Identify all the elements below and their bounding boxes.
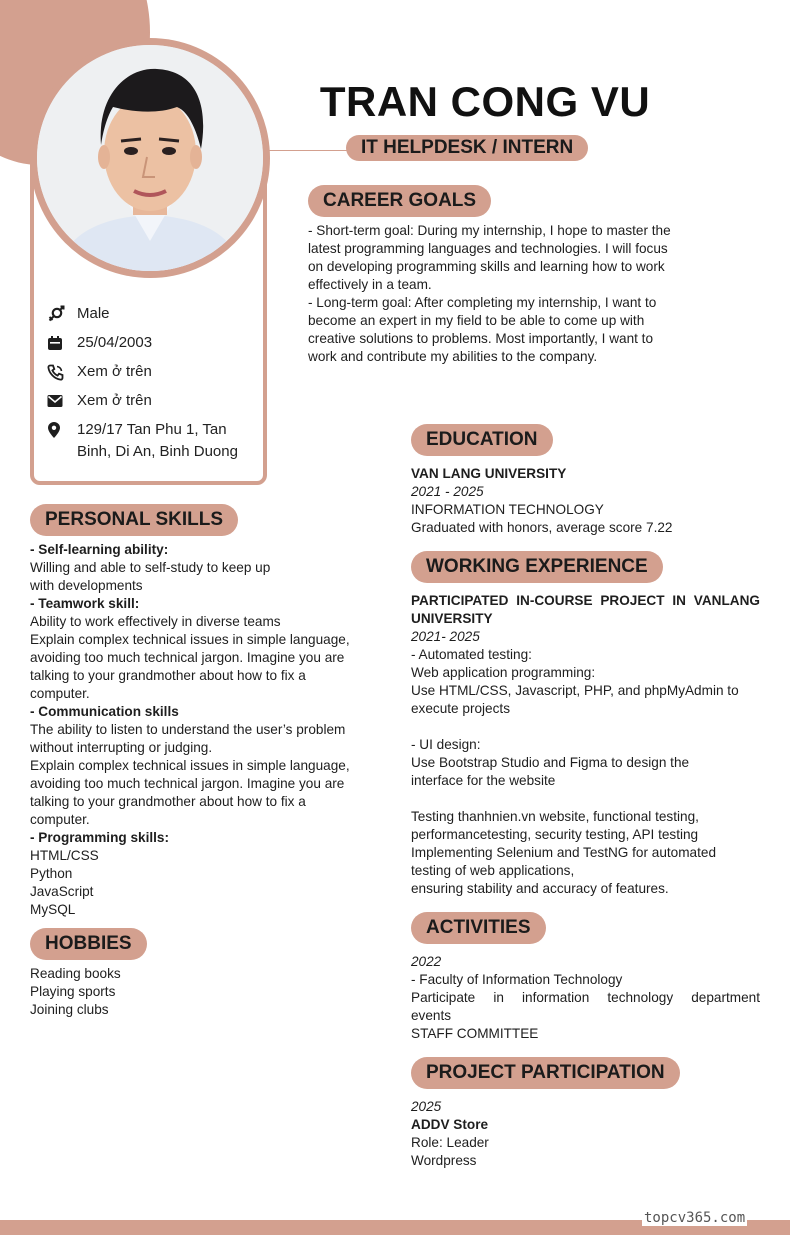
address-line-2: Binh, Di An, Binh Duong xyxy=(77,443,238,460)
skill-title: - Teamwork skill: xyxy=(30,596,140,611)
project-participation-text xyxy=(411,1098,760,1170)
skill-line: Explain complex technical issues in simple language, xyxy=(30,632,350,647)
education-text xyxy=(411,465,761,537)
gender-value: Male xyxy=(77,305,110,322)
experience-line: Use Bootstrap Studio and Figma to design the xyxy=(411,755,690,770)
email-row xyxy=(47,390,257,412)
career-goals-line: creative solutions to problems. Most importantly, I want to xyxy=(308,331,654,346)
experience-line: performancetesting, security testing, API testing xyxy=(411,827,699,842)
address-row xyxy=(47,419,257,463)
experience-text xyxy=(411,592,760,898)
skill-line: Willing and able to self-study to keep up xyxy=(30,560,271,575)
skill-line: talking to your grandmother about how to fix a xyxy=(30,668,306,683)
skill-title: - Communication skills xyxy=(30,704,179,719)
birthday-value: 25/04/2003 xyxy=(77,334,153,351)
project-name: ADDV Store xyxy=(411,1117,489,1132)
email-icon xyxy=(47,390,77,412)
skill-line: Ability to work effectively in diverse teams xyxy=(30,614,281,629)
skill-title: - Self-learning ability: xyxy=(30,542,169,557)
activities-heading: ACTIVITIES xyxy=(411,912,546,944)
experience-period: 2021- 2025 xyxy=(411,629,480,644)
hobbies-heading: HOBBIES xyxy=(30,928,147,960)
activities-year: 2022 xyxy=(411,954,442,969)
experience-line: interface for the website xyxy=(411,773,556,788)
skill-line: JavaScript xyxy=(30,884,94,899)
phone-value: Xem ở trên xyxy=(77,363,152,380)
watermark: topcv365.com xyxy=(644,1210,746,1226)
activities-line: events xyxy=(411,1008,452,1023)
project-tech: Wordpress xyxy=(411,1153,477,1168)
phone-row xyxy=(47,361,257,383)
job-title-badge: IT HELPDESK / INTERN xyxy=(346,135,588,161)
activities-line: - Faculty of Information Technology xyxy=(411,972,623,987)
hobbies-text xyxy=(30,965,330,1019)
gender-icon xyxy=(47,303,77,325)
experience-line: ensuring stability and accuracy of features. xyxy=(411,881,669,896)
experience-line: - UI design: xyxy=(411,737,481,752)
hobby-item: Reading books xyxy=(30,966,121,981)
career-goals-text xyxy=(308,222,698,366)
education-major: INFORMATION TECHNOLOGY xyxy=(411,502,604,517)
skill-line: HTML/CSS xyxy=(30,848,99,863)
career-goals-line: - Long-term goal: After completing my internship, I want to xyxy=(308,295,657,310)
skill-line: with developments xyxy=(30,578,143,593)
experience-project: UNIVERSITY xyxy=(411,611,493,626)
experience-line: Web application programming: xyxy=(411,665,596,680)
skill-title: - Programming skills: xyxy=(30,830,169,845)
career-goals-line: on developing programming skills and learning how to work xyxy=(308,259,665,274)
avatar xyxy=(37,45,263,271)
education-heading: EDUCATION xyxy=(411,424,553,456)
email-value: Xem ở trên xyxy=(77,392,152,409)
skill-line: computer. xyxy=(30,812,90,827)
candidate-name: TRAN CONG VU xyxy=(319,78,651,125)
personal-skills-text xyxy=(30,541,375,919)
project-participation-heading: PROJECT PARTICIPATION xyxy=(411,1057,680,1089)
birthday-row xyxy=(47,332,257,354)
activities-text xyxy=(411,953,760,1043)
skill-line: Explain complex technical issues in simple language, xyxy=(30,758,350,773)
career-goals-line: become an expert in my field to be able to come up with xyxy=(308,313,645,328)
education-period: 2021 - 2025 xyxy=(411,484,484,499)
experience-line: Testing thanhnien.vn website, functional testing, xyxy=(411,809,699,824)
career-goals-line: effectively in a team. xyxy=(308,277,432,292)
skill-line: talking to your grandmother about how to fix a xyxy=(30,794,306,809)
activities-line: STAFF COMMITTEE xyxy=(411,1026,539,1041)
education-note: Graduated with honors, average score 7.22 xyxy=(411,520,673,535)
project-year: 2025 xyxy=(411,1099,442,1114)
title-connector-line xyxy=(268,150,348,151)
phone-icon xyxy=(47,361,77,383)
hobby-item: Playing sports xyxy=(30,984,116,999)
skill-line: avoiding too much technical jargon. Imagine you are xyxy=(30,650,345,665)
address-value xyxy=(77,419,238,463)
experience-line: testing of web applications, xyxy=(411,863,575,878)
project-role: Role: Leader xyxy=(411,1135,489,1150)
spacer xyxy=(411,718,760,736)
address-line-1: 129/17 Tan Phu 1, Tan xyxy=(77,421,227,438)
spacer xyxy=(411,790,760,808)
skill-line: The ability to listen to understand the user’s problem xyxy=(30,722,346,737)
hobby-item: Joining clubs xyxy=(30,1002,109,1017)
career-goals-line: work and contribute my abilities to the company. xyxy=(308,349,598,364)
gender-row xyxy=(47,303,257,325)
career-goals-line: - Short-term goal: During my internship, I hope to master the xyxy=(308,223,671,238)
experience-line: - Automated testing: xyxy=(411,647,532,662)
skill-line: without interrupting or judging. xyxy=(30,740,213,755)
skill-line: Python xyxy=(30,866,73,881)
experience-line: execute projects xyxy=(411,701,510,716)
skill-line: MySQL xyxy=(30,902,76,917)
experience-heading: WORKING EXPERIENCE xyxy=(411,551,663,583)
skill-line: computer. xyxy=(30,686,90,701)
experience-line: Implementing Selenium and TestNG for automated xyxy=(411,845,717,860)
education-school: VAN LANG UNIVERSITY xyxy=(411,466,567,481)
experience-project: PARTICIPATED IN-COURSE PROJECT IN VANLANG xyxy=(411,593,760,608)
avatar-portrait xyxy=(37,45,263,271)
career-goals-heading: CAREER GOALS xyxy=(308,185,491,217)
location-icon xyxy=(47,419,77,441)
personal-skills-heading: PERSONAL SKILLS xyxy=(30,504,238,536)
skill-line: avoiding too much technical jargon. Imagine you are xyxy=(30,776,345,791)
contact-info-list xyxy=(47,303,257,470)
experience-line: Use HTML/CSS, Javascript, PHP, and phpMyAdmin to xyxy=(411,683,739,698)
activities-line: Participate in information technology department xyxy=(411,990,760,1005)
career-goals-line: latest programming languages and technologies. I will focus xyxy=(308,241,668,256)
calendar-icon xyxy=(47,332,77,354)
